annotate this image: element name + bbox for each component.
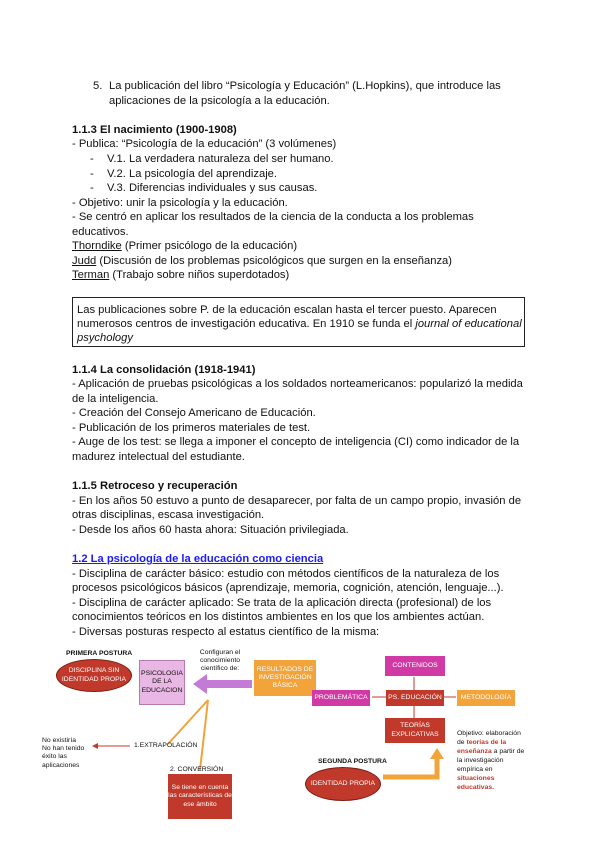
volume-item: V.3. Diferencias individuales y sus causas. [107, 182, 318, 194]
paragraph-line: otras disciplinas, escasa investigación. [72, 509, 265, 521]
item-text-line: La publicación del libro “Psicología y Educación” (L.Hopkins), que introduce las [109, 80, 501, 92]
paragraph-line: - Auge de los test: se llega a imponer el concepto de inteligencia (CI) como indicador de la [72, 436, 520, 448]
section-heading-link[interactable]: 1.2 La psicología de la educación como ciencia [72, 553, 324, 565]
disciplina-sin-identidad-node: DISCIPLINA SIN IDENTIDAD PROPIA [56, 659, 132, 692]
ps-educacion-node: PS. EDUCACIÓN [386, 690, 444, 706]
list-dash: - [90, 153, 94, 165]
orange-line [168, 700, 208, 744]
metodologia-node: METODOLOGÍA [457, 690, 515, 706]
identidad-propia-node: IDENTIDAD PROPIA [305, 767, 381, 801]
orange-bent-arrow [383, 757, 437, 777]
paragraph-line: de la inteligencia. [72, 393, 159, 405]
callout-text: numerosos centros de investigación educativa. En 1910 se funda el [77, 318, 416, 330]
objetivo-line [457, 739, 506, 747]
paragraph-line: - Aplicación de pruebas psicológicas a los soldados norteamericanos: popularizó la medida [72, 378, 523, 390]
item-number: 5. [93, 80, 103, 92]
paragraph-line: - Disciplina de carácter básico: estudio con métodos científicos de la naturaleza de los [72, 568, 500, 580]
problematica-node: PROBLEMÁTICA [312, 690, 370, 706]
callout-line: Las publicaciones sobre P. de la educación escalan hasta el tercer puesto. Aparecen [77, 304, 497, 316]
paragraph-line: conocimientos teóricos en los distintos ambientes en los que los ambientes actúan. [72, 611, 485, 623]
se-tiene-en-cuenta-node: Se tiene en cuenta las características de ese ámbito [168, 774, 232, 819]
no-existiria-note: No existiría No han tenido éxito las aplicaciones [42, 737, 85, 769]
objetivo-highlight: situaciones [457, 775, 495, 782]
journal-title: journal of educational [415, 318, 522, 330]
purple-arrow-shape [193, 674, 252, 694]
objetivo-line [457, 748, 524, 756]
person-desc: (Discusión de los problemas psicológicos que surgen en la enseñanza) [96, 255, 452, 267]
person-name: Terman [72, 269, 110, 281]
conversion-label: 2. CONVERSIÓN [170, 766, 224, 773]
objetivo-highlight: educativas. [457, 784, 495, 791]
paragraph-line: - Publica: “Psicología de la educación” (3 volúmenes) [72, 138, 337, 150]
contenidos-node: CONTENIDOS [385, 656, 445, 676]
resultados-node: RESULTADOS DE INVESTIGACIÓN BÁSICA [254, 660, 316, 696]
paragraph-line: procesos psicológicos básicos (aprendizaje, memoria, cognición, atención, lenguaje...). [72, 582, 504, 594]
list-dash: - [90, 182, 94, 194]
objetivo-text: de [457, 739, 467, 746]
callout-line: psychology [77, 332, 133, 344]
paragraph-line: - Disciplina de carácter aplicado: Se trata de la aplicación directa (profesional) de los [72, 597, 492, 609]
section-heading: 1.1.4 La consolidación (1918-1941) [72, 364, 256, 376]
item-text-line: aplicaciones de la psicología a la educación. [109, 95, 330, 107]
orange-line [200, 700, 208, 770]
paragraph-line: - Desde los años 60 hasta ahora: Situación privilegiada. [72, 524, 349, 536]
person-name: Judd [72, 255, 97, 267]
primera-postura-label: PRIMERA POSTURA [66, 650, 133, 657]
objetivo-highlight: teorías de la [466, 739, 507, 746]
list-dash: - [90, 168, 94, 180]
paragraph-line: - En los años 50 estuvo a punto de desaparecer, por falta de un campo propio, invasión de [72, 495, 522, 507]
person-desc: (Trabajo sobre niños superdotados) [109, 269, 290, 281]
paragraph-line: - Se centró en aplicar los resultados de la ciencia de la conducta a los problemas [72, 211, 474, 223]
paragraph-line: - Publicación de los primeros materiales de test. [72, 422, 311, 434]
volume-item: V.2. La psicología del aprendizaje. [107, 168, 278, 180]
segunda-postura-label: SEGUNDA POSTURA [318, 758, 387, 765]
paragraph-line: educativos. [72, 226, 129, 238]
objetivo-line: empírica en [457, 766, 493, 773]
arrow-head [92, 743, 98, 749]
objetivo-highlight: enseñanza [457, 748, 492, 755]
objetivo-line: Objetivo: elaboración [457, 730, 521, 737]
section-heading: 1.1.5 Retroceso y recuperación [72, 480, 238, 492]
teorias-explicativas-node: TEORÍAS EXPLICATIVAS [385, 718, 445, 743]
paragraph-line: - Diversas posturas respecto al estatus científico de la misma: [72, 626, 380, 638]
extrapolacion-label: 1.EXTRAPOLACIÓN [134, 742, 198, 749]
paragraph-line: madurez intelectual del estudiante. [72, 451, 245, 463]
objetivo-text: a partir de [491, 748, 525, 755]
psicologia-educacion-node: PSICOLOGIA DE LA EDUCACION [139, 660, 185, 705]
volume-item: V.1. La verdadera naturaleza del ser humano. [107, 153, 334, 165]
paragraph-line: - Objetivo: unir la psicología y la educación. [72, 197, 288, 209]
configuran-note: Configuran el conocimiento científico de: [199, 648, 241, 673]
section-heading: 1.1.3 El nacimiento (1900-1908) [72, 124, 237, 136]
paragraph-line: - Creación del Consejo Americano de Educación. [72, 407, 316, 419]
person-name: Thorndike [72, 240, 122, 252]
arrow-head [430, 748, 444, 759]
objetivo-line: la investigación [457, 757, 504, 764]
person-desc: (Primer psicólogo de la educación) [121, 240, 298, 252]
